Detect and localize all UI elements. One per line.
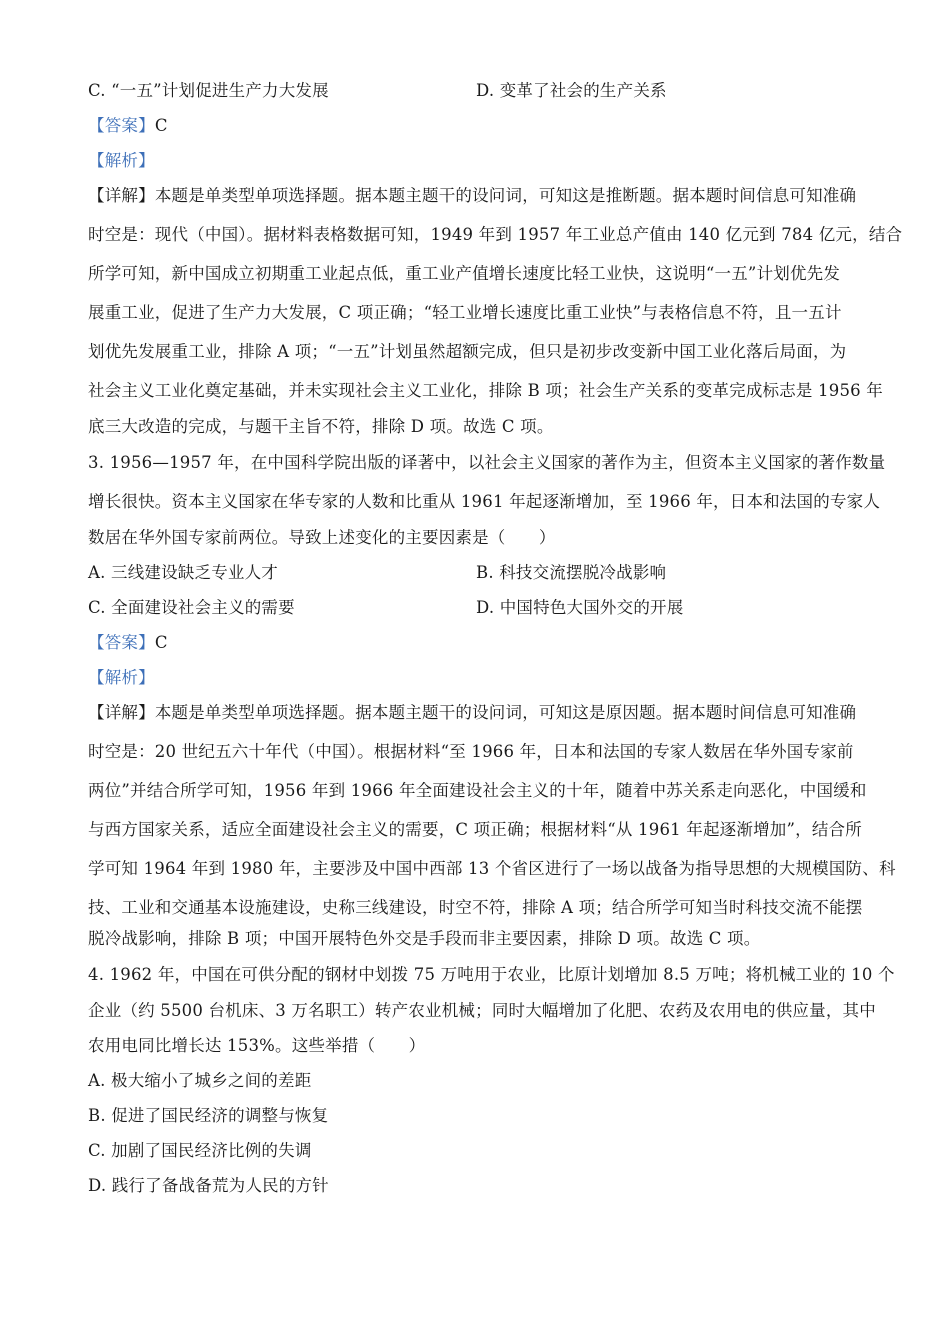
q3-detail-line: 技、工业和交通基本设施建设，史称三线建设，时空不符，排除 A 项；结合所学可知当时科技交流不能摆: [88, 898, 863, 917]
q2-detail-line: 所学可知，新中国成立初期重工业起点低，重工业产值增长速度比轻工业快，这说明“一五”计划优先发: [88, 264, 841, 283]
q2-detail-line: 底三大改造的完成，与题干主旨不符，排除 D 项。故选 C 项。: [88, 417, 554, 436]
q3-stem-line: 3. 1956—1957 年，在中国科学院出版的译著中，以社会主义国家的著作为主，但资本主义国家的著作数量: [88, 453, 886, 472]
q3-detail-line: 与西方国家关系，适应全面建设社会主义的需要，C 项正确；根据材料“从 1961 年起逐渐增加”，结合所: [88, 820, 862, 839]
q3-detail-line: [88, 702, 868, 724]
q4-option-d: D. 践行了备战备荒为人民的方针: [88, 1176, 329, 1195]
q3-detail-line: 脱冷战影响，排除 B 项；中国开展特色外交是手段而非主要因素，排除 D 项。故选 C 项。: [88, 929, 761, 948]
q3-option-a: A. 三线建设缺乏专业人才: [88, 563, 279, 582]
q2-option-d: D. 变革了社会的生产关系: [476, 81, 667, 100]
q2-detail-line: 划优先发展重工业，排除 A 项；“一五”计划虽然超额完成，但只是初步改变新中国工业化落后局面，为: [88, 342, 847, 361]
q3-stem-line: 数居在华外国专家前两位。导致上述变化的主要因素是（ ）: [88, 528, 556, 547]
q4-option-a: A. 极大缩小了城乡之间的差距: [88, 1071, 312, 1090]
answer-label: 【答案】: [88, 116, 155, 135]
q2-detail-line: 时空是：现代（中国）。据材料表格数据可知，1949 年到 1957 年工业总产值由 140 亿元到 784 亿元，结合: [88, 225, 903, 244]
q3-option-b: B. 科技交流摆脱冷战影响: [476, 563, 667, 582]
q4-stem-line: 企业（约 5500 台机床、3 万名职工）转产农业机械；同时大幅增加了化肥、农药及农用电的供应量，其中: [88, 1001, 876, 1020]
detail-text: 本题是单类型单项选择题。据本题主题干的设问词，可知这是推断题。据本题时间信息可知准确: [154, 186, 857, 205]
q4-stem-line: 农用电同比增长达 153%。这些举措（ ）: [88, 1036, 426, 1055]
q4-option-c: C. 加剧了国民经济比例的失调: [88, 1141, 312, 1160]
q3-answer: [88, 632, 868, 654]
q4-option-b: B. 促进了国民经济的调整与恢复: [88, 1106, 329, 1125]
q2-detail-line: 展重工业，促进了生产力大发展，C 项正确；“轻工业增长速度比重工业快”与表格信息不符，且一五计: [88, 303, 842, 322]
q3-analysis-label: 【解析】: [88, 668, 155, 687]
q3-detail-line: 两位”并结合所学可知，1956 年到 1966 年全面建设社会主义的十年，随着中苏关系走向恶化，中国缓和: [88, 781, 867, 800]
answer-value: C: [154, 633, 168, 652]
q3-option-d: D. 中国特色大国外交的开展: [476, 598, 684, 617]
answer-value: C: [154, 116, 168, 135]
q2-option-c: C. “一五”计划促进生产力大发展: [88, 81, 329, 100]
detail-text: 本题是单类型单项选择题。据本题主题干的设问词，可知这是原因题。据本题时间信息可知准确: [154, 703, 857, 722]
q4-stem-line: 4. 1962 年，中国在可供分配的钢材中划拨 75 万吨用于农业，比原计划增加 8.5 万吨；将机械工业的 10 个: [88, 965, 895, 984]
q3-detail-line: 时空是：20 世纪五六十年代（中国）。根据材料“至 1966 年，日本和法国的专家人数居在华外国专家前: [88, 742, 854, 761]
q3-stem-line: 增长很快。资本主义国家在华专家的人数和比重从 1961 年起逐渐增加，至 1966 年，日本和法国的专家人: [88, 492, 881, 511]
q2-answer: [88, 115, 868, 137]
detail-label: 【详解】: [88, 703, 155, 722]
q2-detail-line: 社会主义工业化奠定基础，并未实现社会主义工业化，排除 B 项；社会生产关系的变革完成标志是 1956 年: [88, 381, 883, 400]
q3-option-c: C. 全面建设社会主义的需要: [88, 598, 295, 617]
answer-label: 【答案】: [88, 633, 155, 652]
q3-detail-line: 学可知 1964 年到 1980 年，主要涉及中国中西部 13 个省区进行了一场以战备为指导思想的大规模国防、科: [88, 859, 896, 878]
detail-label: 【详解】: [88, 186, 155, 205]
q2-analysis-label: 【解析】: [88, 151, 155, 170]
q2-detail-line: [88, 185, 868, 207]
